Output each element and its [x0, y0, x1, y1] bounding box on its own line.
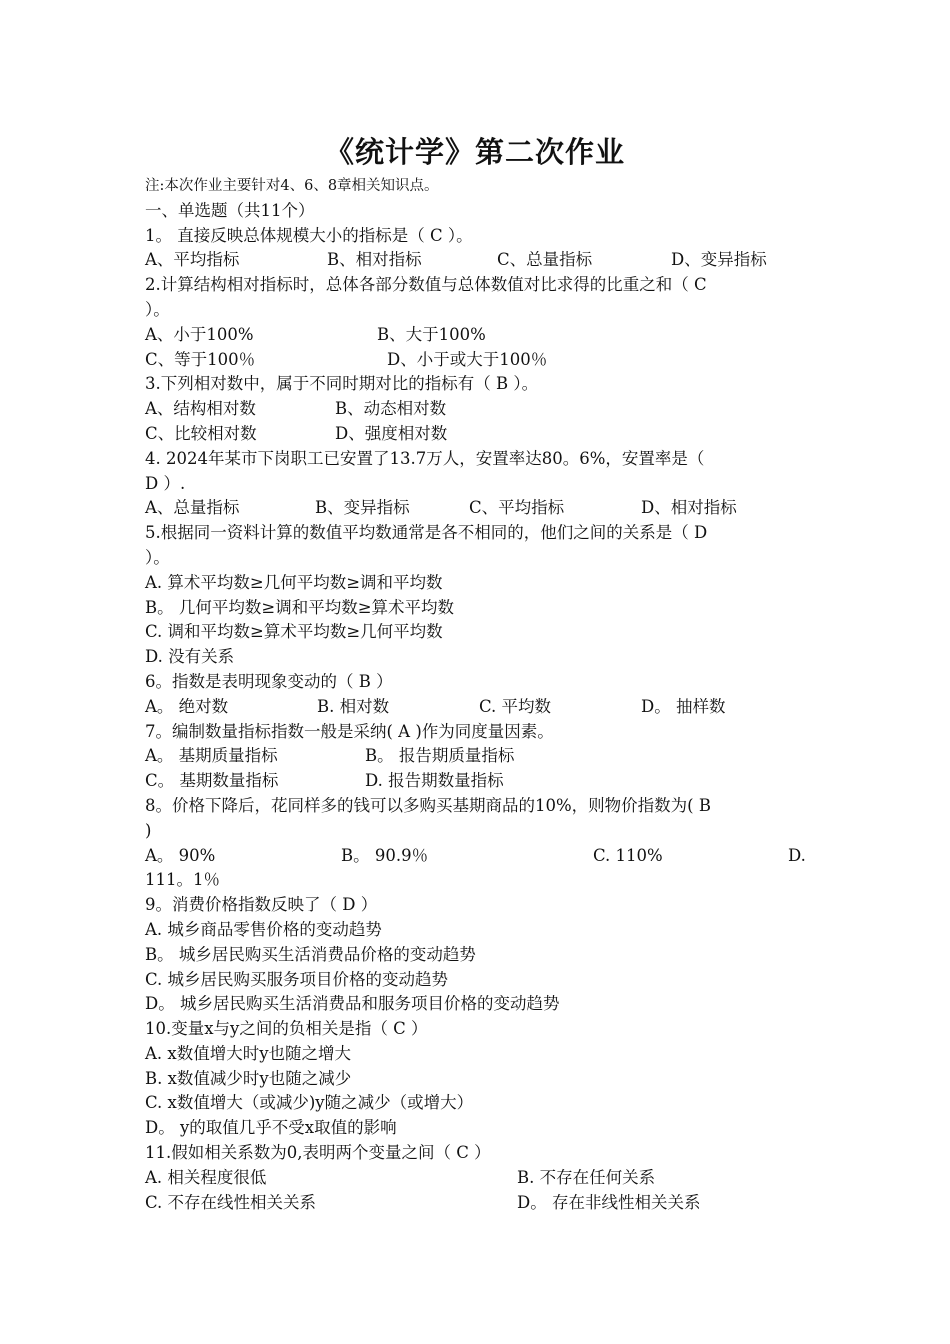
question-2	[145, 273, 815, 298]
section-title: 一、单选题（共11个）	[145, 200, 315, 220]
question-stem: 5.根据同一资料计算的数值平均数通常是各不相同的，他们之间的关系是（ D	[145, 523, 708, 543]
option-c: C、平均指标	[469, 498, 565, 518]
option-b: B、相对指标	[327, 250, 422, 270]
options-row	[145, 496, 815, 521]
option-b: B。 城乡居民购买生活消费品价格的变动趋势	[145, 944, 476, 964]
question-stem: 2.计算结构相对指标时，总体各部分数值与总体数值对比求得的比重之和（ C	[145, 275, 707, 295]
page-title: 《统计学》第二次作业	[324, 135, 625, 169]
question-10	[145, 1017, 815, 1042]
option-row	[145, 571, 815, 596]
option-a: A、平均指标	[145, 250, 240, 270]
question-stem-end: ）。	[145, 547, 170, 567]
question-stem: 9。消费价格指数反映了（ D ）	[145, 895, 378, 915]
question-stem-end: ）。	[145, 299, 170, 319]
question-stem: 7。编制数量指标指数一般是采纳( A )作为同度量因素。	[145, 721, 554, 741]
option-d: D、变异指标	[671, 250, 767, 270]
question-11	[145, 1141, 815, 1166]
option-c: C. 城乡居民购买服务项目价格的变动趋势	[145, 969, 449, 989]
question-8	[145, 794, 815, 819]
question-stem-end: D ）.	[145, 473, 186, 493]
option-row	[145, 943, 815, 968]
option-c: C. 调和平均数≥算术平均数≥几何平均数	[145, 622, 443, 642]
option-d: D。 存在非线性相关关系	[517, 1192, 701, 1212]
question-3	[145, 372, 815, 397]
options-row	[145, 769, 815, 794]
question-stem: 8。价格下降后，花同样多的钱可以多购买基期商品的10%，则物价指数为( B	[145, 795, 711, 815]
option-row	[145, 1067, 815, 1092]
option-b: B. 不存在任何关系	[517, 1167, 656, 1187]
option-c: C、总量指标	[497, 250, 593, 270]
option-c: C. 不存在线性相关关系	[145, 1192, 317, 1212]
option-c: C. 110%	[593, 845, 663, 865]
option-row	[145, 868, 815, 893]
question-7	[145, 720, 815, 745]
question-stem: 11.假如相关系数为0,表明两个变量之间（ C ）	[145, 1143, 491, 1163]
section-heading	[145, 199, 815, 224]
option-a: A. x数值增大时y也随之增大	[145, 1043, 352, 1063]
question-stem-cont	[145, 472, 815, 497]
question-stem: 10.变量x与y之间的负相关是指（ C ）	[145, 1019, 428, 1039]
options-row	[145, 695, 815, 720]
option-a: A. 算术平均数≥几何平均数≥调和平均数	[145, 572, 443, 592]
option-d: D.	[788, 845, 806, 865]
option-a: A、小于100%	[145, 324, 254, 344]
options-row	[145, 1191, 815, 1216]
note: 注:本次作业主要针对4、6、8章相关知识点。	[145, 178, 439, 194]
option-c: C. x数值增大（或减少)y随之减少（或增大）	[145, 1093, 474, 1113]
option-b: B。 报告期质量指标	[365, 746, 515, 766]
option-a: A. 城乡商品零售价格的变动趋势	[145, 919, 382, 939]
option-b: B. x数值减少时y也随之减少	[145, 1068, 352, 1088]
option-d-cont: 111。1％	[145, 870, 220, 890]
option-d: D、相对指标	[641, 498, 737, 518]
options-row	[145, 744, 815, 769]
question-stem: 6。指数是表明现象变动的（ B ）	[145, 671, 393, 691]
option-a: A、结构相对数	[145, 399, 256, 419]
option-row	[145, 1091, 815, 1116]
option-b: B、动态相对数	[335, 399, 447, 419]
question-6	[145, 670, 815, 695]
options-row	[145, 348, 815, 373]
option-a: A、总量指标	[145, 498, 240, 518]
option-d: D、强度相对数	[335, 423, 448, 443]
option-a: A. 相关程度很低	[145, 1167, 267, 1187]
option-d: D、小于或大于100％	[387, 349, 548, 369]
options-row	[145, 397, 815, 422]
question-9	[145, 893, 815, 918]
option-c: C。 基期数量指标	[145, 771, 279, 791]
options-row	[145, 323, 815, 348]
option-c: C. 平均数	[479, 696, 552, 716]
options-row	[145, 844, 815, 869]
option-b: B。 90.9％	[341, 845, 429, 865]
option-c: C、比较相对数	[145, 423, 257, 443]
option-row	[145, 1116, 815, 1141]
question-stem: 4. 2024年某市下岗职工已安置了13.7万人，安置率达80。6%，安置率是（	[145, 448, 705, 468]
options-row	[145, 248, 815, 273]
question-4	[145, 447, 815, 472]
question-stem: 3.下列相对数中，属于不同时期对比的指标有（ B ）。	[145, 374, 539, 394]
question-stem: 1。 直接反映总体规模大小的指标是（ C ）。	[145, 225, 473, 245]
question-stem-end: )	[145, 820, 152, 840]
option-row	[145, 620, 815, 645]
option-d: D. 报告期数量指标	[365, 771, 504, 791]
option-row	[145, 992, 815, 1017]
option-b: B、大于100%	[377, 324, 486, 344]
option-a: A。 90%	[145, 845, 216, 865]
option-row	[145, 918, 815, 943]
question-stem-cont	[145, 819, 815, 844]
option-row	[145, 968, 815, 993]
option-a: A。 基期质量指标	[145, 746, 278, 766]
option-c: C、等于100％	[145, 349, 256, 369]
option-d: D。 城乡居民购买生活消费品和服务项目价格的变动趋势	[145, 994, 560, 1014]
assignment-body	[145, 174, 815, 1215]
option-b: B、变异指标	[315, 498, 410, 518]
option-d: D。 抽样数	[641, 696, 726, 716]
option-row	[145, 645, 815, 670]
question-stem-cont	[145, 546, 815, 571]
question-stem-cont	[145, 298, 815, 323]
option-b: B. 相对数	[317, 696, 390, 716]
question-5	[145, 521, 815, 546]
option-d: D. 没有关系	[145, 647, 235, 667]
option-row	[145, 596, 815, 621]
option-d: D。 y的取值几乎不受x取值的影响	[145, 1118, 397, 1138]
option-a: A。 绝对数	[145, 696, 229, 716]
options-row	[145, 1166, 815, 1191]
note-line	[145, 174, 815, 199]
option-b: B。 几何平均数≥调和平均数≥算术平均数	[145, 597, 455, 617]
option-row	[145, 1042, 815, 1067]
options-row	[145, 422, 815, 447]
question-1	[145, 224, 815, 249]
